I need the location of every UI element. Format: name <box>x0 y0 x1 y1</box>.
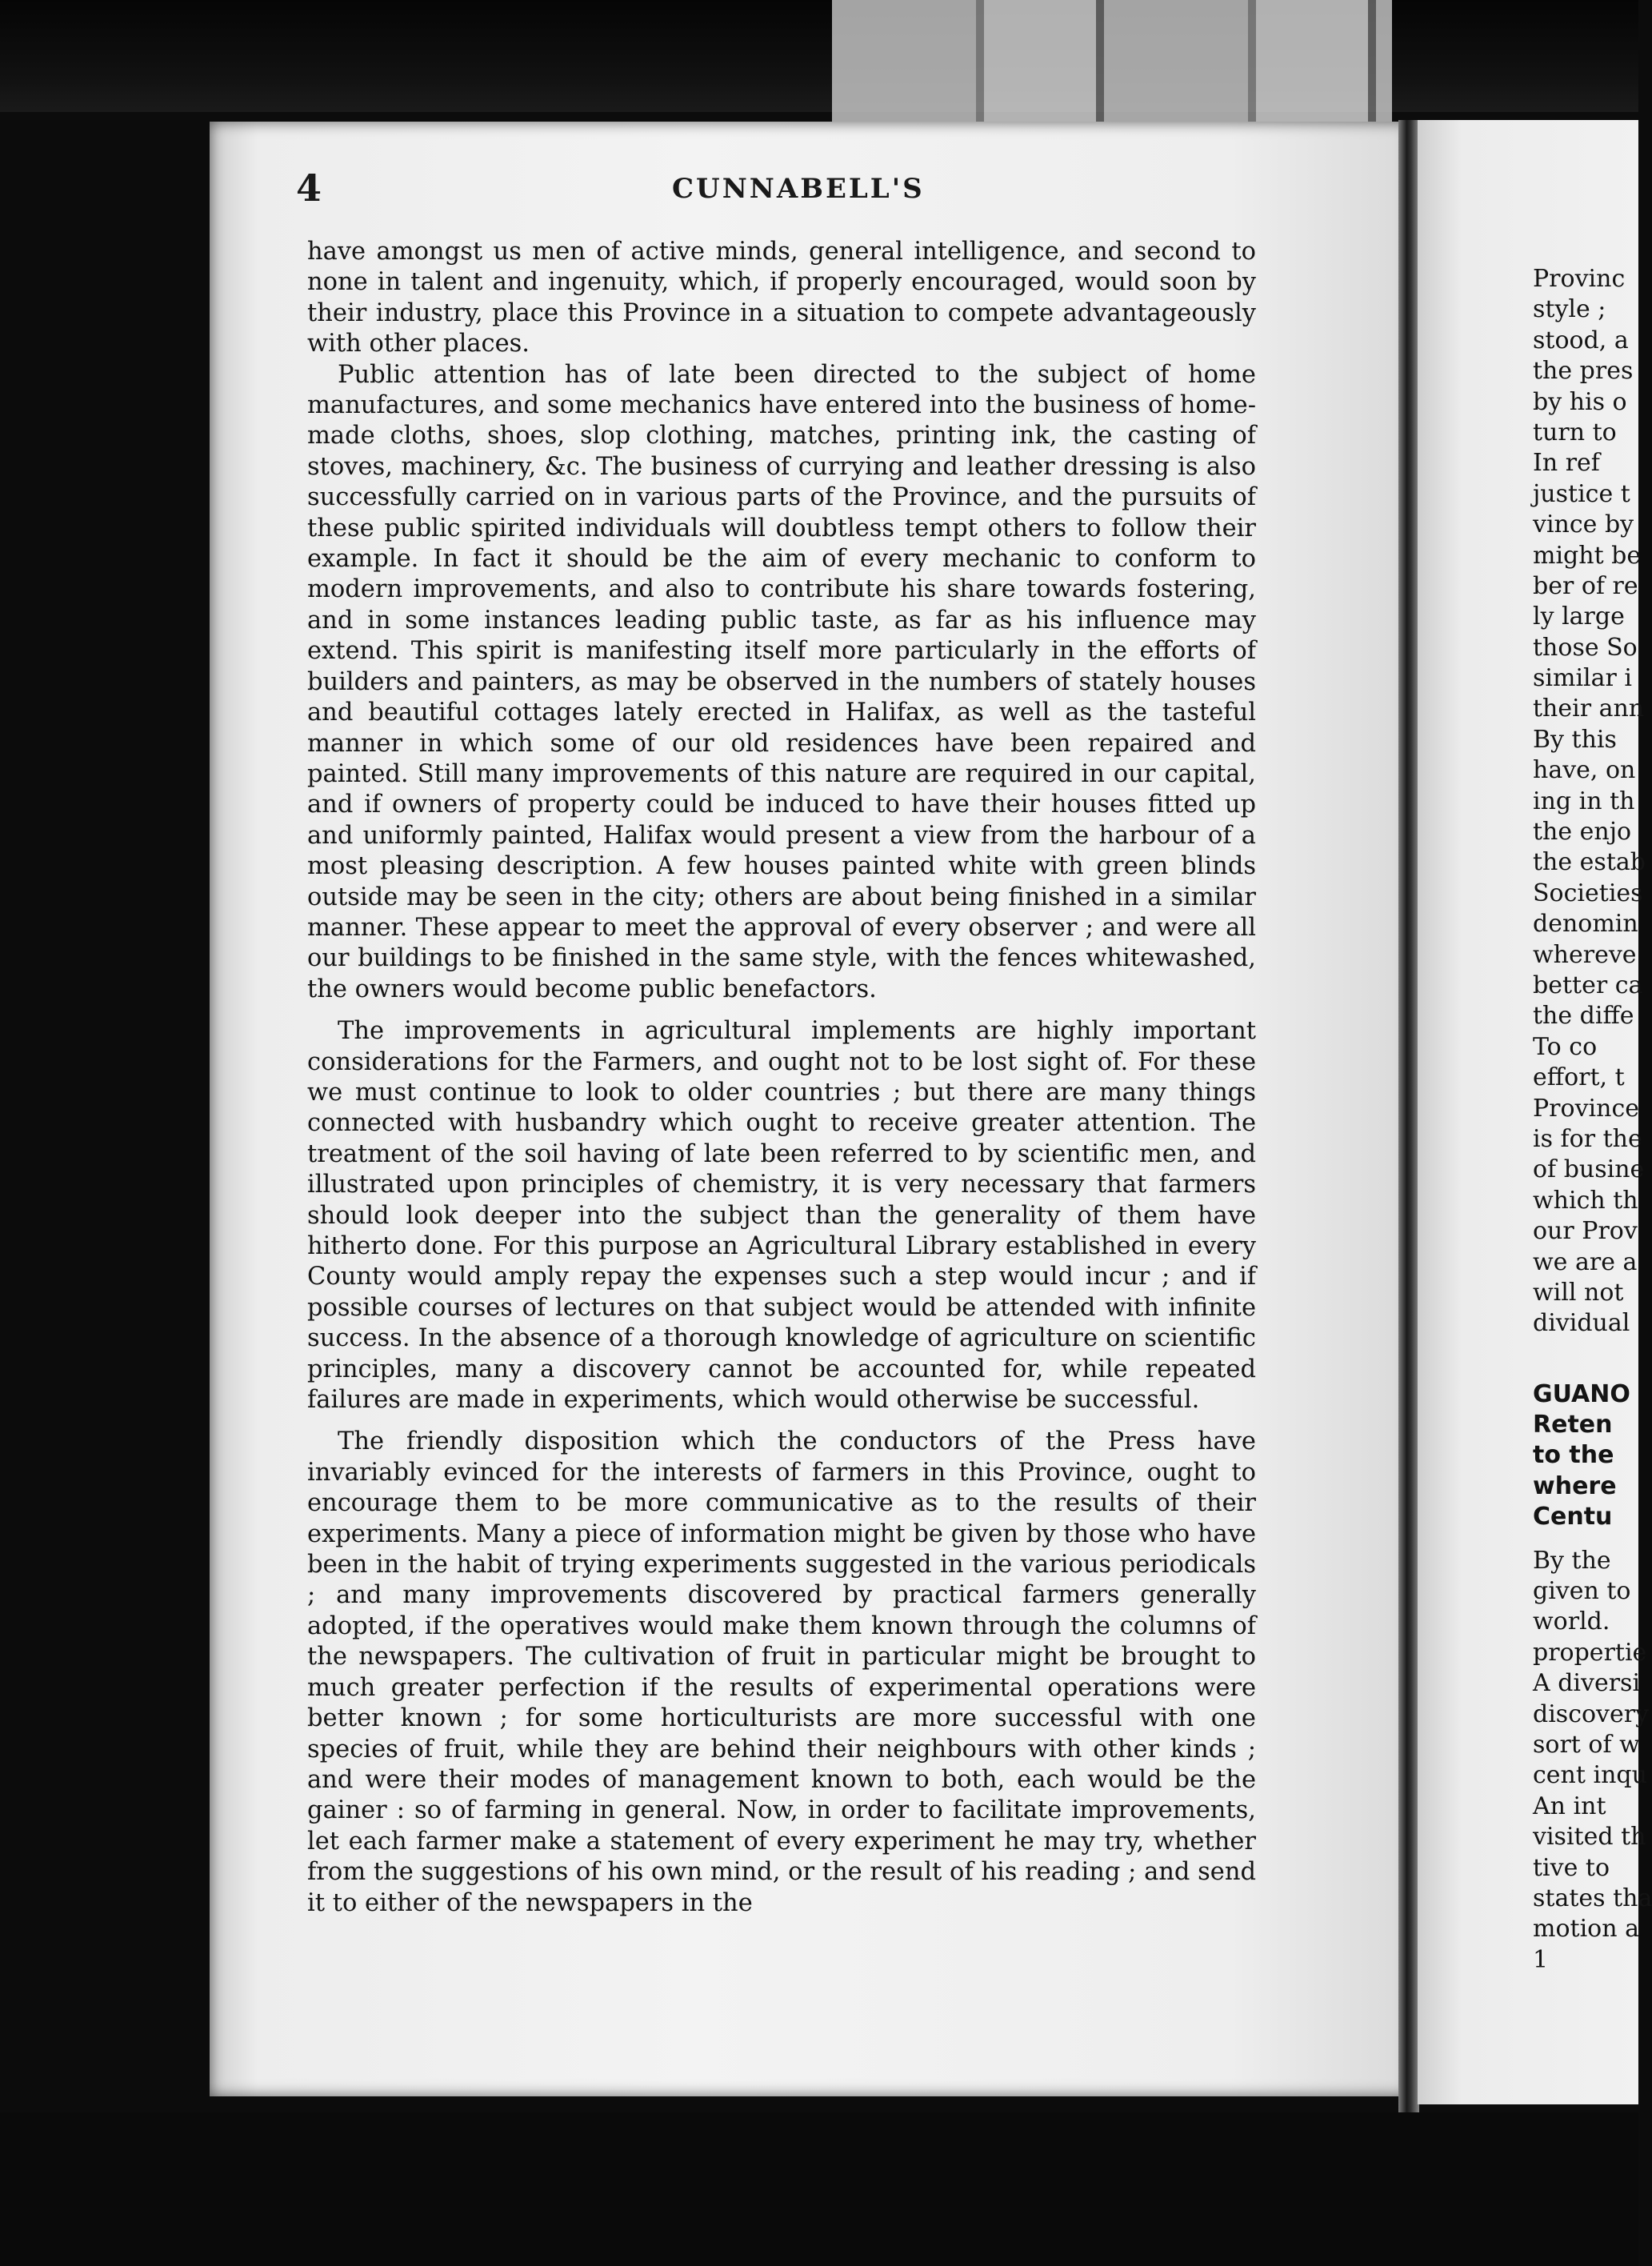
facing-line: will not <box>1533 1278 1624 1307</box>
facing-line: by his o <box>1533 387 1627 416</box>
facing-line: discovery <box>1533 1700 1650 1728</box>
facing-line: In ref <box>1533 449 1600 478</box>
paragraph: have amongst us men of active minds, general intelligence, and second to none in talent and ingenuity, which, if properly encouraged, would soon by their industry, place this Province in a situation to compete advantageously with other places. <box>307 238 1256 358</box>
facing-line: cent inqu <box>1533 1761 1647 1790</box>
facing-line: have, on <box>1533 756 1636 785</box>
facing-line: might be <box>1533 541 1642 570</box>
facing-line: By this <box>1533 725 1617 754</box>
facing-line: By the <box>1533 1546 1611 1575</box>
facing-line: the estab <box>1533 848 1646 877</box>
facing-line: GUANO <box>1533 1379 1630 1408</box>
facing-line: ing in th <box>1533 787 1635 815</box>
facing-line: of busine <box>1533 1155 1645 1184</box>
facing-line: Societies <box>1533 879 1643 907</box>
facing-line: An int <box>1533 1792 1606 1820</box>
paragraph: Public attention has of late been directed to the subject of home manufactures, and some mechanics have entered into the business of home-made cloths, shoes, slop clothing, matches, printing ink, the casting of stoves, machinery, &c. The business of currying and leather dressing is also successfully carried on in various parts of the Province, and the pursuits of these public spirited individuals will doubtless tempt others to follow their example. In fact it should be the aim of every mechanic to conform to modern improvements, and also to contribute his share towards fostering, and in some instances leading public taste, as far as his influence may extend. This spirit is manifesting itself more particularly in the efforts of builders and painters, as may be observed in the numbers of stately houses and beautiful cottages lately erected in Halifax, as well as the tasteful manner in which some of our old residences have been repaired and painted. Still many improvements of this nature are required in our capital, and if owners of property could be induced to have their houses fitted up and uniformly painted, Halifax would present a view from the harbour of a most pleasing description. A few houses painted white with green blinds outside may be seen in the city; others are about being finished in a similar manner. These appear to meet the approval of every observer ; and were all our buildings to be finished in the same style, with the fences whitewashed, the owners would become public benefactors. <box>307 360 1256 1003</box>
facing-line: our Prov <box>1533 1217 1638 1246</box>
facing-line: similar i <box>1533 664 1632 693</box>
facing-line: ly large <box>1533 603 1625 631</box>
facing-line: better ca <box>1533 971 1643 999</box>
facing-line: world. <box>1533 1607 1610 1636</box>
facing-line: states tha <box>1533 1884 1652 1912</box>
facing-line: given to <box>1533 1577 1631 1606</box>
facing-line: sort of w <box>1533 1730 1640 1759</box>
facing-line: style ; <box>1533 295 1606 324</box>
facing-line: Reten <box>1533 1411 1613 1439</box>
facing-line: those So <box>1533 633 1638 662</box>
facing-line: justice t <box>1533 479 1630 508</box>
facing-line: Province <box>1533 1094 1640 1123</box>
facing-line: is for the <box>1533 1124 1642 1153</box>
facing-line: propertie <box>1533 1638 1647 1667</box>
paragraph: The friendly disposition which the conductors of the Press have invariably evinced for the interests of farmers in this Province, ought to encourage them to be more communicative as to the results of their experiments. Many a piece of information might be given by those who have been in the habit of trying experiments suggested in the various periodicals ; and many improvements discovered by practical farmers generally adopted, if the operatives would make them known through the columns of the newspapers. The cultivation of fruit in particular might be brought to much greater perfection if the results of experimental operations were better known ; for some horticulturists are more successful with one species of fruit, while they are behind their neighbours with other kinds ; and were their modes of management known to both, each would be the gainer : so of farming in general. Now, in order to facilitate improvements, let each farmer make a statement of every experiment he may try, whether from the suggestions of his own mind, or the result of his reading ; and send it to either of the newspapers in the <box>307 1427 1256 1917</box>
facing-line: ber of re <box>1533 571 1638 600</box>
facing-line: their ann <box>1533 695 1645 723</box>
facing-line: whereve <box>1533 940 1637 969</box>
facing-line: Centu <box>1533 1503 1613 1531</box>
facing-line: where <box>1533 1471 1617 1500</box>
running-head: CUNNABELL'S <box>672 173 925 205</box>
facing-line: To co <box>1533 1032 1598 1061</box>
facing-line: the diffe <box>1533 1002 1634 1031</box>
facing-line: effort, t <box>1533 1063 1625 1092</box>
body-text <box>307 237 1256 1919</box>
facing-line: we are a <box>1533 1247 1638 1276</box>
page-tabs <box>832 0 1392 136</box>
facing-line: turn to <box>1533 418 1617 446</box>
film-edge-top <box>0 0 1638 112</box>
facing-line: Provinc <box>1533 265 1626 293</box>
spacer <box>1533 1339 1638 1379</box>
facing-line: stood, a <box>1533 326 1629 354</box>
page-header <box>296 166 1376 214</box>
facing-line: denomin <box>1533 910 1638 939</box>
facing-page-text <box>1533 264 1652 1976</box>
facing-line: dividual <box>1533 1309 1630 1338</box>
facing-line: tive to <box>1533 1853 1610 1882</box>
film-edge-bottom <box>0 2112 1638 2266</box>
facing-line: A diversi <box>1533 1669 1641 1698</box>
facing-line: visited th <box>1533 1823 1646 1852</box>
paragraph: The improvements in agricultural implements are highly important considerations for the Farmers, and ought not to be lost sight of. For these we must continue to look to older countries ; but there are many things connected with husbandry which ought to receive greater attention. The treatment of the soil having of late been referred to by scientific men, and illustrated upon principles of chemistry, it is very necessary that farmers should look deeper into the subject than the generality of them have hitherto done. For this purpose an Agricultural Library established in every County would amply repay the expenses such a step would incur ; and if possible courses of lectures on that subject would be attended with infinite success. In the absence of a thorough knowledge of agriculture on scientific principles, many a discovery cannot be accounted for, while repeated failures are made in experiments, which would otherwise be successful. <box>307 1017 1256 1415</box>
spacer <box>1533 1533 1638 1546</box>
facing-line: the pres <box>1533 357 1634 386</box>
book-gutter <box>1398 120 1419 2112</box>
facing-line: 1 <box>1533 1945 1549 1974</box>
facing-line: which th <box>1533 1186 1638 1215</box>
facing-line: to the <box>1533 1441 1614 1470</box>
page-number: 4 <box>296 166 322 210</box>
facing-line: vince by <box>1533 510 1634 539</box>
facing-line: the enjo <box>1533 818 1632 847</box>
facing-line: motion a <box>1533 1915 1639 1944</box>
